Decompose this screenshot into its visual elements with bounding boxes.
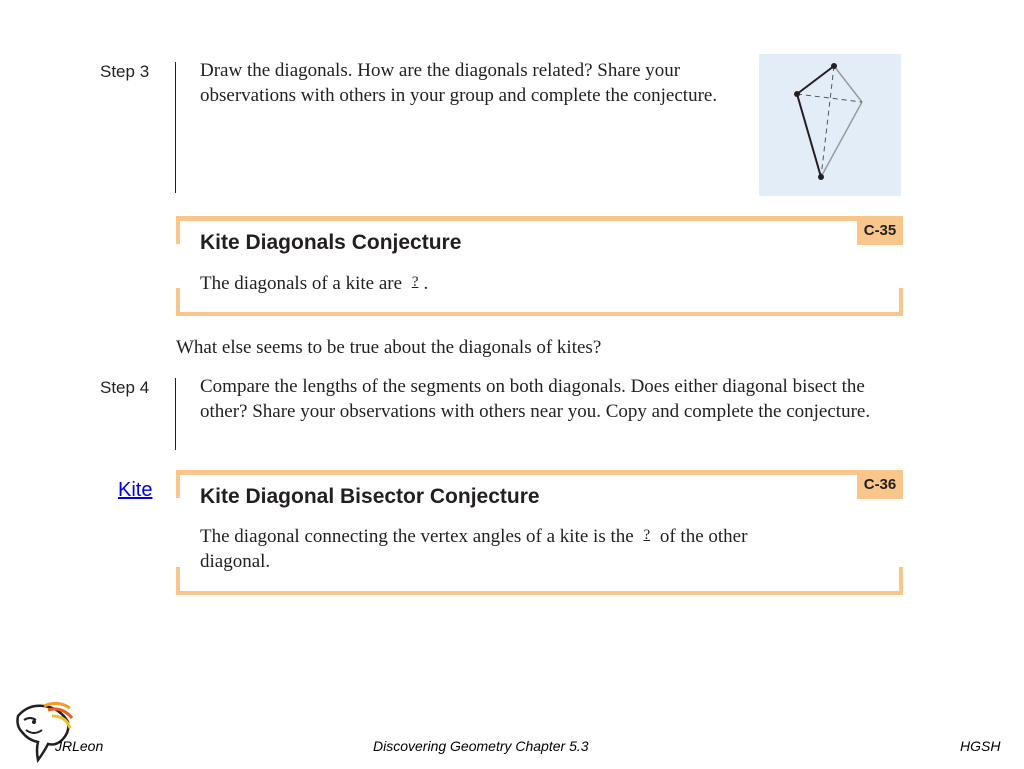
footer-title: Discovering Geometry Chapter 5.3 [373, 738, 589, 754]
answer-blank: ? [411, 274, 419, 290]
conjecture-tab-c35: C-35 [857, 216, 903, 245]
conjecture-title-c35: Kite Diagonals Conjecture [200, 231, 462, 254]
answer-blank: ? [643, 527, 651, 543]
step-3-rule [175, 62, 176, 193]
conjecture-title-c36: Kite Diagonal Bisector Conjecture [200, 485, 540, 508]
conjecture-box-c36 [176, 470, 903, 595]
conjecture-body-c35: The diagonals of a kite are ? . [200, 270, 428, 296]
step-4-rule [175, 378, 176, 450]
question-text: What else seems to be true about the diagonals of kites? [176, 337, 602, 358]
conjecture-box-c35 [176, 216, 903, 316]
step-3-text: Draw the diagonals. How are the diagonals related? Share your observations with others in your group and complete the conjecture. [200, 60, 718, 106]
conjecture-tab-c36: C-36 [857, 470, 903, 499]
conjecture-body-c36: The diagonal connecting the vertex angles of a kite is the ? of the other diagonal. [200, 523, 800, 574]
step-3-label: Step 3 [100, 62, 150, 81]
footer-author: JRLeon [55, 738, 104, 754]
kite-diagram [759, 54, 901, 196]
kite-link[interactable]: Kite [118, 479, 153, 501]
step-4-text: Compare the lengths of the segments on both diagonals. Does either diagonal bisect the other? Share your observations with others near you. Copy and complete the conjecture. [200, 376, 871, 422]
footer-school: HGSH [960, 738, 1001, 754]
step-4-label: Step 4 [100, 378, 150, 397]
kite-figure [759, 54, 901, 196]
